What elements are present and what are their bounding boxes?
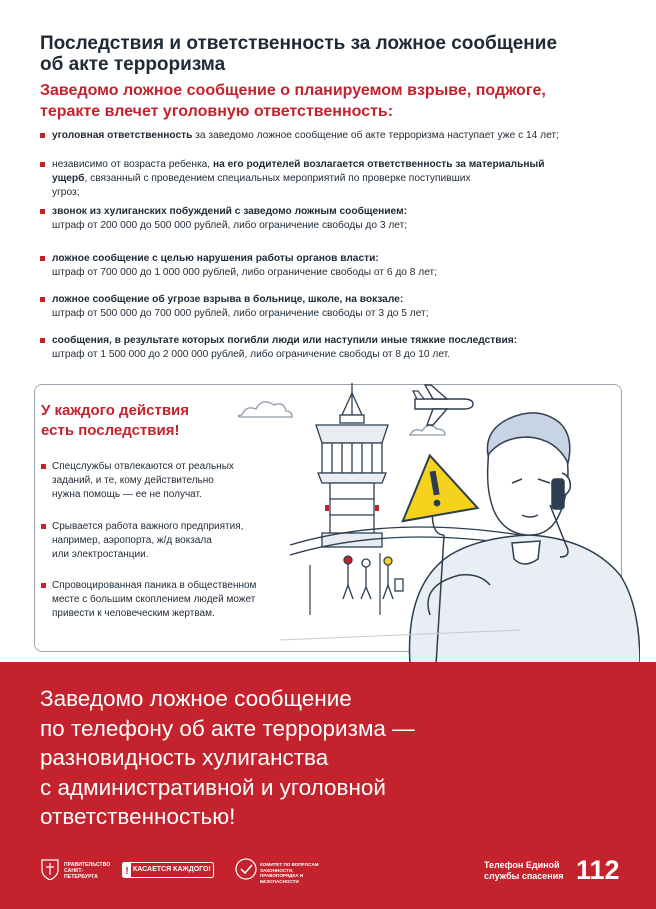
caller-person-icon bbox=[410, 413, 641, 665]
rule-text: штраф от 200 000 до 500 000 рублей, либо ограничение свободы до 3 лет; bbox=[52, 220, 408, 231]
title-line-2: об акте терроризма bbox=[40, 54, 226, 75]
committee-emblem-icon bbox=[235, 858, 257, 880]
rule-bold: ложное сообщение об угрозе взрыва в больнице, школе, на вокзале: bbox=[52, 294, 404, 305]
rule-item bbox=[40, 252, 630, 280]
campaign-logo-text: КАСАЕТСЯ КАЖДОГО! bbox=[133, 866, 211, 873]
bullet-square-icon bbox=[41, 524, 46, 529]
rule-bold: на его родителей возлагается ответственность за материальный bbox=[212, 159, 545, 170]
rule-bold: уголовная ответственность bbox=[52, 130, 193, 141]
tower-light-icon bbox=[325, 505, 329, 511]
spb-government-coat-of-arms-icon bbox=[40, 858, 60, 880]
panel-title-line-2: есть последствия! bbox=[41, 422, 180, 439]
page-subtitle bbox=[40, 80, 630, 122]
rule-item bbox=[40, 205, 630, 233]
bullet-square-icon bbox=[41, 583, 46, 588]
emergency-phone-number: 112 bbox=[576, 855, 620, 885]
emergency-phone-label: Телефон Единой службы спасения bbox=[484, 860, 564, 881]
bullet-square-icon bbox=[40, 338, 45, 343]
rule-bold-2: ущерб bbox=[52, 173, 85, 184]
bullet-square-icon bbox=[40, 162, 45, 167]
panel-item-line: например, аэропорта, ж/д вокзала bbox=[52, 535, 212, 546]
banner-line: Заведомо ложное сообщение bbox=[40, 686, 352, 711]
rule-bold: звонок из хулиганских побуждений с заведомо ложным сообщением: bbox=[52, 206, 408, 217]
tower-light-icon bbox=[375, 505, 379, 511]
panel-item-line: Спровоцированная паника в общественном bbox=[52, 580, 257, 591]
panel-item-line: нужна помощь — ее не получат. bbox=[52, 489, 202, 500]
banner-line: с административной и уголовной bbox=[40, 774, 387, 800]
rule-text: штраф от 1 500 000 до 2 000 000 рублей, либо ограничение свободы от 8 до 10 лет. bbox=[52, 349, 451, 360]
bullet-square-icon bbox=[40, 256, 45, 261]
rule-text: за заведомо ложное сообщение об акте терроризма наступает уже с 14 лет; bbox=[192, 130, 559, 141]
panel-item-line: месте с большим скоплением людей может bbox=[52, 594, 256, 605]
panel-item-line: Срывается работа важного предприятия, bbox=[52, 521, 244, 532]
rule-item bbox=[40, 158, 630, 200]
rule-item bbox=[40, 334, 630, 362]
banner-line: по телефону об акте терроризма — bbox=[40, 715, 415, 741]
cloud-icon bbox=[238, 402, 292, 417]
crowd-icon bbox=[343, 556, 403, 599]
rule-text: штраф от 700 000 до 1 000 000 рублей, либо ограничение свободы от 6 до 8 лет; bbox=[52, 267, 438, 278]
panel-item-line: Спецслужбы отвлекаются от реальных bbox=[52, 461, 234, 472]
svg-text:!: ! bbox=[125, 866, 129, 877]
bullet-square-icon bbox=[41, 464, 46, 469]
panel-title bbox=[41, 401, 241, 441]
panel-item-line: заданий, и те, кому действительно bbox=[52, 475, 214, 486]
banner-message bbox=[40, 684, 600, 832]
bullet-square-icon bbox=[40, 133, 45, 138]
rule-text: , связанный с проведением специальных мероприятий по проверке поступивших bbox=[84, 173, 471, 184]
page-title bbox=[40, 33, 630, 75]
airport-caller-illustration bbox=[230, 375, 640, 665]
rule-text-2: угроз; bbox=[52, 187, 80, 198]
cloud-icon bbox=[409, 425, 445, 435]
rule-text: штраф от 500 000 до 700 000 рублей, либо ограничение свободы от 3 до 5 лет; bbox=[52, 308, 429, 319]
rule-bold: ложное сообщение с целью нарушения работы органов власти: bbox=[52, 253, 379, 264]
bullet-square-icon bbox=[40, 209, 45, 214]
title-line-1: Последствия и ответственность за ложное сообщение bbox=[40, 33, 558, 54]
panel-item-line: или электростанции. bbox=[52, 549, 149, 560]
banner-line: ответственностью! bbox=[40, 804, 236, 829]
committee-logo-text: КОМИТЕТ ПО ВОПРОСАМ ЗАКОННОСТИ, ПРАВОПОРЯДКА И БЕЗОПАСНОСТИ bbox=[260, 862, 319, 884]
rule-bold: сообщения, в результате которых погибли люди или наступили иные тяжкие последствия: bbox=[52, 335, 518, 346]
panel-title-line-1: У каждого действия bbox=[41, 402, 190, 419]
spb-government-logo-text: ПРАВИТЕЛЬСТВО САНКТ-ПЕТЕРБУРГА bbox=[64, 862, 111, 880]
subtitle-line-2: теракте влечет уголовную ответственность: bbox=[40, 103, 394, 120]
airplane-icon bbox=[413, 385, 473, 425]
banner-line: разновидность хулиганства bbox=[40, 745, 329, 770]
rule-pre: независимо от возраста ребенка, bbox=[52, 159, 213, 170]
bullet-square-icon bbox=[40, 297, 45, 302]
rule-item bbox=[40, 129, 630, 143]
panel-item-line: привести к человеческим жертвам. bbox=[52, 608, 215, 619]
rule-item bbox=[40, 293, 630, 321]
control-tower-icon bbox=[316, 383, 388, 547]
subtitle-line-1: Заведомо ложное сообщение о планируемом взрыве, поджоге, bbox=[40, 82, 546, 99]
warning-sign-icon bbox=[392, 449, 477, 521]
